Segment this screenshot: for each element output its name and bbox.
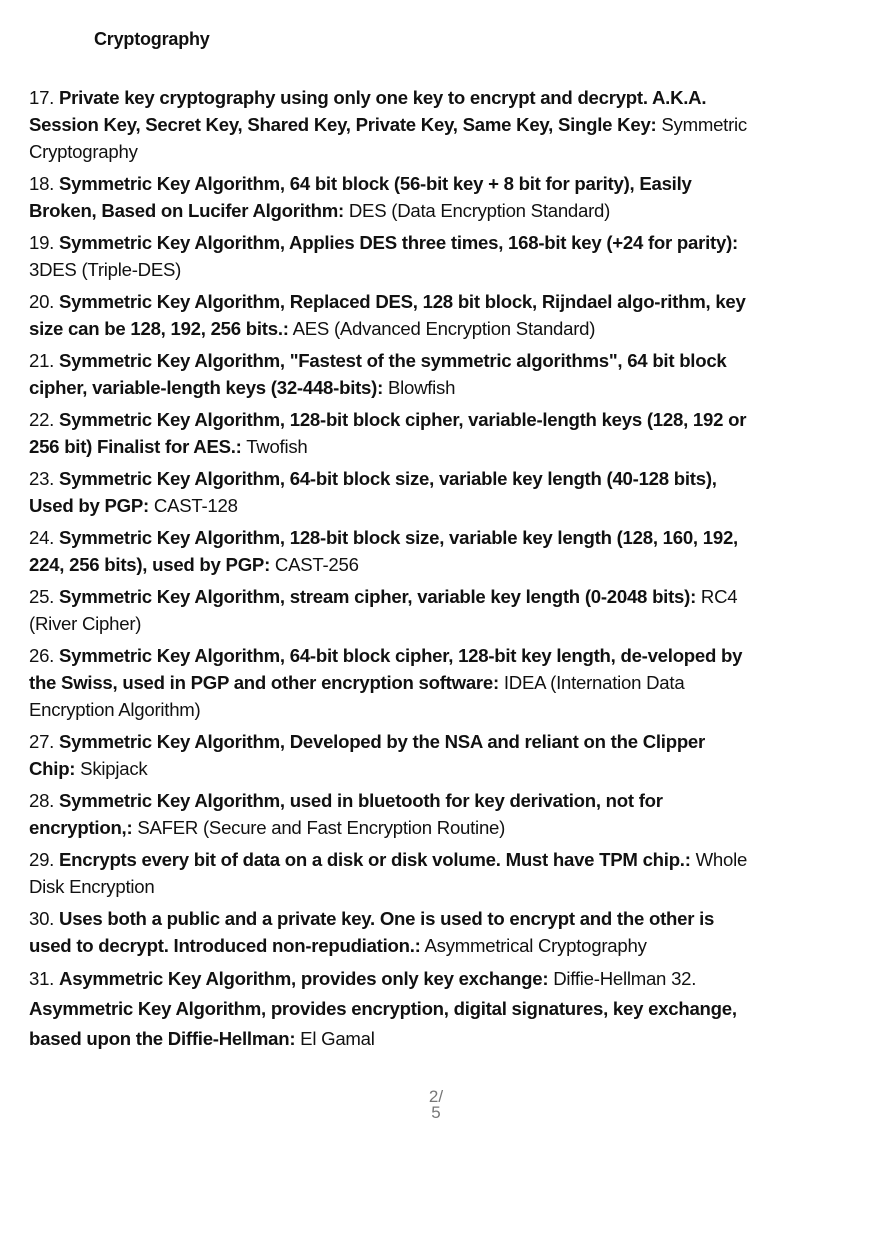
item-question: Symmetric Key Algorithm, 64 bit block (56-bit key + 8 bit for parity), Easily Broken, Based on Lucifer Algorithm:	[29, 173, 692, 221]
list-item	[29, 846, 754, 900]
item-number: 17.	[29, 87, 60, 108]
item-answer: Skipjack	[75, 758, 148, 779]
item-answer: SAFER (Secure and Fast Encryption Routine)	[132, 817, 506, 838]
item-question: Symmetric Key Algorithm, 128-bit block cipher, variable-length keys (128, 192 or 256 bit) Finalist for AES.:	[29, 409, 747, 457]
item-answer: IDEA (Internation Data Encryption Algorithm)	[29, 672, 685, 720]
list-item	[29, 229, 754, 283]
page-number-total: 5	[431, 1103, 441, 1122]
item-answer: Asymmetrical Cryptography	[420, 935, 647, 956]
item-number: 22.	[29, 409, 60, 430]
item-number: 21.	[29, 350, 60, 371]
flashcard-list	[29, 84, 754, 1059]
item-answer: Whole Disk Encryption	[29, 849, 748, 897]
item-question: Symmetric Key Algorithm, Replaced DES, 128 bit block, Rijndael algo-rithm, key size can be 128, 192, 256 bits.:	[29, 291, 746, 339]
item-question: Asymmetric Key Algorithm, provides only key exchange:	[59, 968, 549, 989]
list-item	[29, 84, 754, 165]
list-item	[29, 170, 754, 224]
item-answer: Diffie-Hellman 32.	[548, 968, 697, 989]
page-number-current: 2/	[428, 1087, 444, 1106]
list-item	[29, 406, 754, 460]
item-answer: RC4 (River Cipher)	[29, 586, 738, 634]
item-number: 18.	[29, 173, 60, 194]
item-number: 26.	[29, 645, 60, 666]
item-number: 25.	[29, 586, 60, 607]
item-answer: Blowfish	[383, 377, 456, 398]
item-answer: CAST-128	[148, 495, 238, 516]
item-answer: Symmetric Cryptography	[29, 114, 747, 162]
item-number: 19.	[29, 232, 60, 253]
item-answer: Twofish	[241, 436, 308, 457]
list-item	[29, 347, 754, 401]
item-question: Encrypts every bit of data on a disk or disk volume. Must have TPM chip.:	[59, 849, 691, 870]
item-number: 24.	[29, 527, 60, 548]
list-item	[29, 905, 754, 959]
item-question: Symmetric Key Algorithm, used in bluetooth for key derivation, not for encryption,:	[29, 790, 663, 838]
list-item	[29, 524, 754, 578]
list-item	[29, 583, 754, 637]
item-number: 27.	[29, 731, 60, 752]
page-number	[426, 1089, 446, 1121]
item-number: 29.	[29, 849, 60, 870]
item-question: Symmetric Key Algorithm, 64-bit block cipher, 128-bit key length, de-veloped by the Swiss, used in PGP and other encryption software:	[29, 645, 743, 693]
item-question: Symmetric Key Algorithm, 64-bit block size, variable key length (40-128 bits), Used by PGP:	[29, 468, 717, 516]
item-question: Private key cryptography using only one key to encrypt and decrypt. A.K.A. Session Key, Secret Key, Shared Key, Private Key, Same Key, Single Key:	[29, 87, 707, 135]
item-question: Symmetric Key Algorithm, Applies DES three times, 168-bit key (+24 for parity):	[59, 232, 738, 253]
item-answer: DES (Data Encryption Standard)	[343, 200, 611, 221]
item-number: 23.	[29, 468, 60, 489]
item-question: Asymmetric Key Algorithm, provides encryption, digital signatures, key exchange, based upon the Diffie-Hellman:	[29, 998, 737, 1049]
item-question: Symmetric Key Algorithm, "Fastest of the symmetric algorithms", 64 bit block cipher, variable-length keys (32-448-bits):	[29, 350, 727, 398]
item-question: Symmetric Key Algorithm, 128-bit block size, variable key length (128, 160, 192, 224, 256 bits), used by PGP:	[29, 527, 738, 575]
list-item	[29, 787, 754, 841]
item-question: Symmetric Key Algorithm, stream cipher, variable key length (0-2048 bits):	[59, 586, 697, 607]
list-item	[29, 465, 754, 519]
item-answer: El Gamal	[295, 1028, 375, 1049]
item-number: 31.	[29, 968, 60, 989]
list-item	[29, 964, 754, 1054]
item-answer: AES (Advanced Encryption Standard)	[288, 318, 596, 339]
item-number: 30.	[29, 908, 60, 929]
page-header-title: Cryptography	[94, 29, 210, 49]
item-question: Uses both a public and a private key. One is used to encrypt and the other is used to decrypt. Introduced non-repudiation.:	[29, 908, 715, 956]
list-item	[29, 288, 754, 342]
list-item	[29, 728, 754, 782]
item-question: Symmetric Key Algorithm, Developed by the NSA and reliant on the Clipper Chip:	[29, 731, 706, 779]
list-item	[29, 642, 754, 723]
item-answer: 3DES (Triple-DES)	[29, 259, 182, 280]
item-number: 20.	[29, 291, 60, 312]
item-answer: CAST-256	[270, 554, 359, 575]
item-number: 28.	[29, 790, 60, 811]
